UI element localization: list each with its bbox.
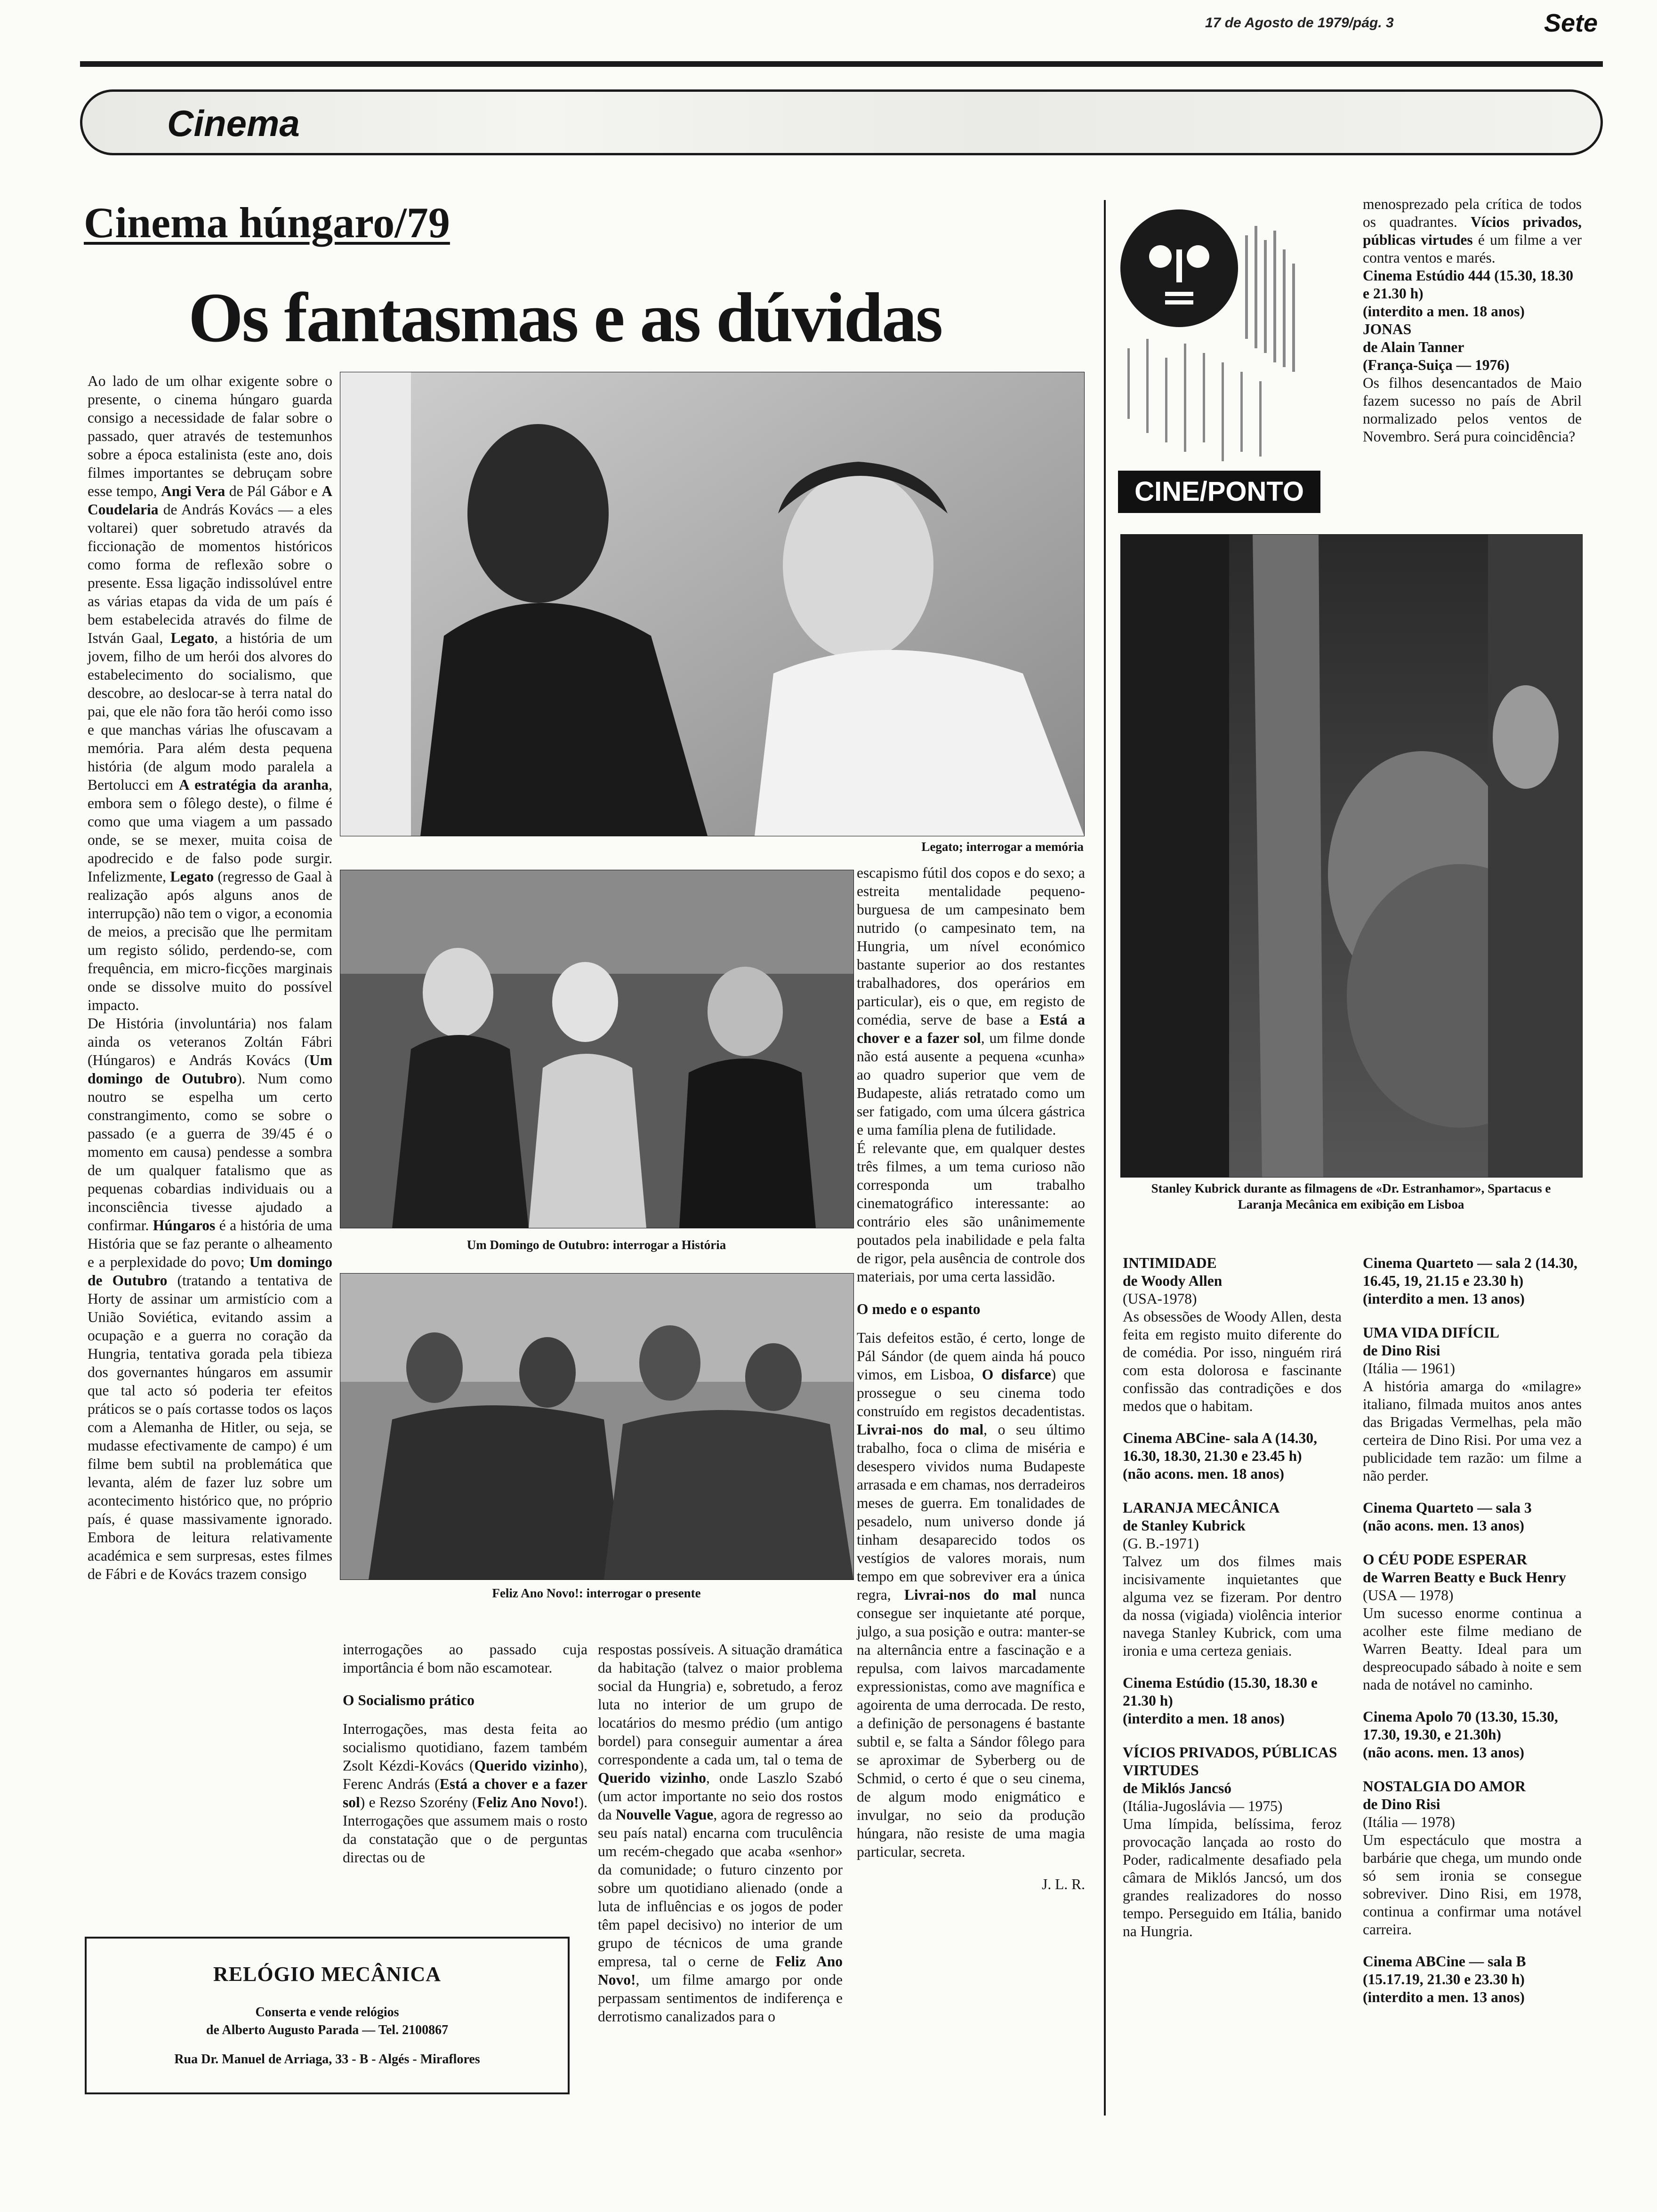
listing-director: de Dino Risi	[1363, 1796, 1440, 1812]
listing-text: A história amarga do «milagre» italiano, filmada muitos anos antes das Brigadas Vermelhas, pela mão certeira de Dino Risi. Por uma vez a publicidade tem razão: um filme a não perder.	[1363, 1378, 1582, 1484]
ad-title: RELÓGIO MECÂNICA	[213, 1963, 442, 1986]
listing-country: (G. B.-1971)	[1123, 1535, 1199, 1552]
listing-restriction: (não acons. men. 18 anos)	[1123, 1466, 1285, 1482]
listing-director: de Woody Allen	[1123, 1273, 1223, 1289]
listing-director: de Miklós Jancsó	[1123, 1780, 1232, 1796]
listing-restriction: (não acons. men. 13 anos)	[1363, 1517, 1525, 1534]
listing-title: UMA VIDA DIFÍCIL	[1363, 1324, 1499, 1341]
listing-text: Talvez um dos filmes mais incisivamente inquietantes que alguma vez se fizeram. Por dentro da nossa (vigiada) violência interior navega Stanley Kubrick, com uma ironia e uma certeza geniais.	[1123, 1553, 1342, 1659]
photo-feliz-ano-novo-caption: Feliz Ano Novo!: interrogar o presente	[492, 1586, 701, 1600]
listing-country: (USA — 1978)	[1363, 1587, 1454, 1603]
section-banner	[80, 89, 1603, 155]
paragraph: É relevante que, em qualquer destes três filmes, a um tema curioso não corresponda um trabalho cinematográfico interessante: ao contrário eles são unânimemente poutados pela inabilidade e pela falta de rigor, pela ausência de controle dos materiais, por uma certa lassidão.	[857, 1140, 1085, 1285]
listing-title: INTIMIDADE	[1123, 1255, 1217, 1271]
listing-restriction: (interdito a men. 13 anos)	[1363, 1290, 1525, 1307]
listing-country: (Itália — 1978)	[1363, 1814, 1455, 1830]
photo-legato-image	[340, 372, 1084, 836]
film-listing	[1363, 1551, 1582, 1762]
listing-session: Cinema ABCine — sala B (15.17.19, 21.30 e 23.30 h)	[1363, 1953, 1526, 1988]
photo-um-domingo	[340, 870, 854, 1228]
listings-right	[1363, 1254, 1582, 2022]
paragraph: De História (involuntária) nos falam ainda os veteranos Zoltán Fábri (Húngaros) e András Kovács (Um domingo de Outubro). Num como noutro se espelha um certo constrangimento, como se sobre o passado (e a guerra de 39/45 é o momento em causa) pendesse a sombra de um qualquer fatalismo que as pequenas cobardias individuais ou a inconsciência tivesse ajudado a confirmar. Húngaros é a história de uma História que se faz perante o alheamento e a perplexidade do povo; Um domingo de Outubro (tratando a tentativa de Horty de assinar um armistício com a União Soviética, evitando assim a ocupação e a guerra no coração da Hungria, tentativa gorada pela tibieza dos governantes húngaros em assumir que tal acto só poderia ter efeitos práticos se o país cortasse todos os laços com a Alemanha de Hitler, ou seja, se mudasse efectivamente de campo) é um filme bem subtil na problemática que levanta, além de fazer luz sobre um acontecimento histórico que, no próprio país, é quase massivamente ignorado. Embora de leitura relativamente académica e sem surpresas, estes filmes de Fábri e de Kovács trazem consigo	[88, 1015, 333, 1582]
ad-line: Conserta e vende relógios	[255, 2005, 399, 2020]
listing-restriction: (interdito a men. 18 anos)	[1123, 1710, 1285, 1727]
listing-text: As obsessões de Woody Allen, desta feita em registo muito diferente do de comédia. Por isso, ninguém rirá com esta dolorosa e fascinante confissão das contradições e dos medos que o habitam.	[1123, 1308, 1342, 1414]
section-label: Cinema	[167, 103, 300, 144]
listing-session: Cinema Estúdio 444 (15.30, 18.30 e 21.30 h)	[1363, 267, 1574, 302]
listing-title: NOSTALGIA DO AMOR	[1363, 1778, 1526, 1795]
cineponto-label: CINE/PONTO	[1118, 471, 1320, 513]
cineponto-logo	[1118, 207, 1320, 513]
listing-country: (USA-1978)	[1123, 1290, 1197, 1307]
film-listing	[1363, 1324, 1582, 1535]
photo-kubrick	[1120, 534, 1583, 1178]
listing-session: Cinema Quarteto — sala 3	[1363, 1499, 1532, 1516]
page-header	[0, 0, 1657, 66]
mask-icon	[1118, 207, 1320, 471]
listing-director: de Warren Beatty e Buck Henry	[1363, 1569, 1566, 1586]
listing-title: VÍCIOS PRIVADOS, PÚBLICAS VIRTUDES	[1123, 1744, 1337, 1779]
film-listing	[1363, 1778, 1582, 2006]
listing-text: Um sucesso enorme continua a acolher este filme mediano de Warren Beatty. Ideal para um despreocupado sábado à noite e sem nada de notável no caminho.	[1363, 1605, 1582, 1693]
photo-um-domingo-caption: Um Domingo de Outubro: interrogar a História	[467, 1238, 726, 1252]
listing-title: JONAS	[1363, 321, 1412, 337]
listing-session: Cinema Apolo 70 (13.30, 15.30, 17.30, 19.30, e 21.30h)	[1363, 1708, 1558, 1743]
paragraph: respostas possíveis. A situação dramática da habitação (talvez o maior problema social da Hungria) e, sobretudo, a feroz luta no interior de um grupo de locatários do mesmo prédio (um antigo bordel) para conseguir aumentar a área correspondente a cada um, tal o tema de Querido vizinho, onde Laszlo Szabó (um actor importante no seio dos rostos da Nouvelle Vague, agora de regresso ao seu país natal) encarna com truculência um recém-chegado que acaba «senhor» da comunidade; o futuro cinzento por sobre um quotidiano alienado (onde a luta de influências e os jogos de poder têm papel decisivo) no interior de um grupo de técnicos de uma grande empresa, tal o cerne de Feliz Ano Novo!, um filme amargo por onde perpassam sentimentos de indiferença e derrotismo canalizados para o	[598, 1641, 843, 2025]
listing-country: (Itália-Jugoslávia — 1975)	[1123, 1798, 1283, 1814]
film-listing	[1123, 1499, 1342, 1728]
listing-country: (França-Suiça — 1976)	[1363, 357, 1510, 373]
listings-left	[1123, 1254, 1342, 1956]
listing-director: de Alain Tanner	[1363, 339, 1464, 355]
ad-line: Rua Dr. Manuel de Arriaga, 33 - B - Algés - Miraflores	[174, 2052, 480, 2067]
listing-text: Um espectáculo que mostra a barbárie que chega, um mundo onde só sem ironia se consegue sobreviver. Dino Risi, em 1978, continua a confirmar uma notável carreira.	[1363, 1832, 1582, 1938]
paragraph: Tais defeitos estão, é certo, longe de Pál Sándor (de quem ainda há pouco vimos, em Lisboa, O disfarce) que prossegue o seu cinema todo construído em registos decadentistas. Livrai-nos do mal, o seu último trabalho, foca o clima de miséria e desespero vividos numa Budapeste arrasada e em chamas, nos derradeiros meses de guerra. Em tonalidades de pesadelo, num universo donde já tinham desaparecido todos os vestígios de valores morais, num tempo em que sobreviver era a única regra, Livrai-nos do mal nunca consegue ser inquietante até porque, julgo, a sua posição e outra: manter-se na alternância entre a fascinação e a repulsa, com laivos marcadamente expressionistas, como ave magnífica e agoirenta de uma derrocada. De resto, a definição de personagens é bastante subtil e, se falta a Sándor fôlego para se aproximar de Syberberg ou de Schmid, o certo é que o seu cinema, de algum modo enigmático e invulgar, no seio da produção húngara, não resiste de uma magia particular, secreta.	[857, 1330, 1085, 1860]
film-listing	[1363, 1254, 1582, 1308]
ad-line: de Alberto Augusto Parada — Tel. 2100867	[206, 2023, 449, 2037]
ad-box	[85, 1937, 570, 2094]
listing-restriction: (não acons. men. 13 anos)	[1363, 1744, 1525, 1761]
listing-session: Cinema ABCine- sala A (14.30, 16.30, 18.30, 21.30 e 23.45 h)	[1123, 1430, 1318, 1464]
photo-legato	[340, 372, 1085, 836]
photo-um-domingo-image	[340, 870, 853, 1228]
author-signature: J. L. R.	[1042, 1876, 1085, 1892]
listing-restriction: (interdito a men. 18 anos)	[1363, 303, 1525, 320]
listing-director: de Dino Risi	[1363, 1342, 1440, 1359]
listing-title: LARANJA MECÂNICA	[1123, 1499, 1280, 1516]
photo-legato-caption: Legato; interrogar a memória	[921, 840, 1084, 854]
column-divider	[1104, 200, 1106, 2116]
listing-text: Uma límpida, belíssima, feroz provocação lançada ao rosto do Poder, radicalmente desafiado pela câmara de Miklós Jancsó, um dos grandes realizadores do nosso tempo. Perseguido em Itália, banido na Hungria.	[1123, 1816, 1342, 1940]
listing-session: Cinema Estúdio (15.30, 18.30 e 21.30 h)	[1123, 1675, 1318, 1709]
listing-director: de Stanley Kubrick	[1123, 1517, 1246, 1534]
photo-kubrick-image	[1121, 535, 1582, 1177]
subheading: O medo e o espanto	[857, 1301, 981, 1317]
paragraph: interrogações ao passado cuja importância é bom não escamotear.	[343, 1641, 587, 1676]
issue-date: 17 de Agosto de 1979/pág. 3	[1205, 15, 1394, 31]
listing-restriction: (interdito a men. 13 anos)	[1363, 1989, 1525, 2005]
listing-country: (Itália — 1961)	[1363, 1360, 1455, 1377]
photo-feliz-ano-novo	[340, 1273, 854, 1580]
header-rule	[80, 61, 1603, 67]
listing-session: Cinema Quarteto — sala 2 (14.30, 16.45, 19, 21.15 e 23.30 h)	[1363, 1255, 1577, 1289]
article-column-2	[343, 1640, 587, 1867]
paragraph: escapismo fútil dos copos e do sexo; a estreita mentalidade pequeno-burguesa de um campesinato bem nutrido (o campesinato tem, na Hungria, um nível económico bastante superior ao dos restantes trabalhadores, dos operários em particular), eis o que, em registo de comédia, serve de base a Está a chover e a fazer sol, um filme donde não está ausente a pequena «cunha» ao quadro superior que vem de Budapeste, aliás retratado como um ser fatigado, com uma úlcera gástrica e uma família plena de futilidade.	[857, 865, 1085, 1138]
article-kicker: Cinema húngaro/79	[84, 199, 450, 247]
paragraph: Ao lado de um olhar exigente sobre o presente, o cinema húngaro guarda consigo a necessidade de falar sobre o passado, quer através de testemunhos sobre a época estalinista (este ano, dois filmes importantes se debruçam sobre esse tempo, Angi Vera de Pál Gábor e A Coudelaria de András Kovács — a eles voltarei) quer sobretudo através da ficcionação de momentos históricos como forma de reflexão sobre o presente. Essa ligação indissolúvel entre as várias etapas da vida de um país é bem estabelecida através do filme de István Gaal, Legato, a história de um jovem, filho de um herói dos alvores do estabelecimento do socialismo, que descobre, ao deslocar-se à terra natal do pai, que ele não fora tão herói como isso e que manchas várias lhe ofuscavam a memória. Para além desta pequena história (de algum modo paralela a Bertolucci em A estratégia da aranha, embora sem o fôlego deste), o filme é como que uma viagem a um passado onde, se se mexer, muita coisa de apodrecido e de falso pode surgir. Infelizmente, Legato (regresso de Gaal à realização após alguns anos de interrupção) não tem o vigor, a economia de meios, a precisão que lhe permitam um registo sólido, perdendo-se, com frequência, em micro-ficções marginais onde se dissolve muito do possível impacto.	[88, 373, 332, 1013]
listing-text: menosprezado pela crítica de todos os quadrantes. Vícios privados, públicas virtudes é um filme a ver contra ventos e marés.	[1363, 196, 1582, 266]
article-column-4	[857, 864, 1085, 1893]
article-headline: Os fantasmas e as dúvidas	[188, 279, 942, 357]
photo-kubrick-caption: Stanley Kubrick durante as filmagens de «Dr. Estranhamor», Spartacus e Laranja Mecânica em exibição em Lisboa	[1151, 1181, 1551, 1211]
film-listing	[1123, 1254, 1342, 1483]
photo-feliz-ano-novo-image	[340, 1274, 853, 1579]
article-column-3	[598, 1640, 843, 2026]
listing-text: Os filhos desencantados de Maio fazem sucesso no país de Abril normalizado pelos ventos de Novembro. Será pura coincidência?	[1363, 375, 1582, 445]
cineponto-top-text	[1363, 195, 1582, 446]
paragraph: Interrogações, mas desta feita ao socialismo quotidiano, fazem também Zsolt Kézdi-Kovács (Querido vizinho), Ferenc András (Está a chover e a fazer sol) e Rezso Szorény (Feliz Ano Novo!). Interrogações que assumem mais o rosto da constatação que o de perguntas directas ou de	[343, 1721, 587, 1866]
publication-logo: Sete	[1544, 9, 1598, 37]
article-column-1	[88, 372, 332, 1583]
subheading: O Socialismo prático	[343, 1692, 475, 1708]
film-listing	[1123, 1744, 1342, 1940]
listing-title: O CÉU PODE ESPERAR	[1363, 1551, 1528, 1568]
